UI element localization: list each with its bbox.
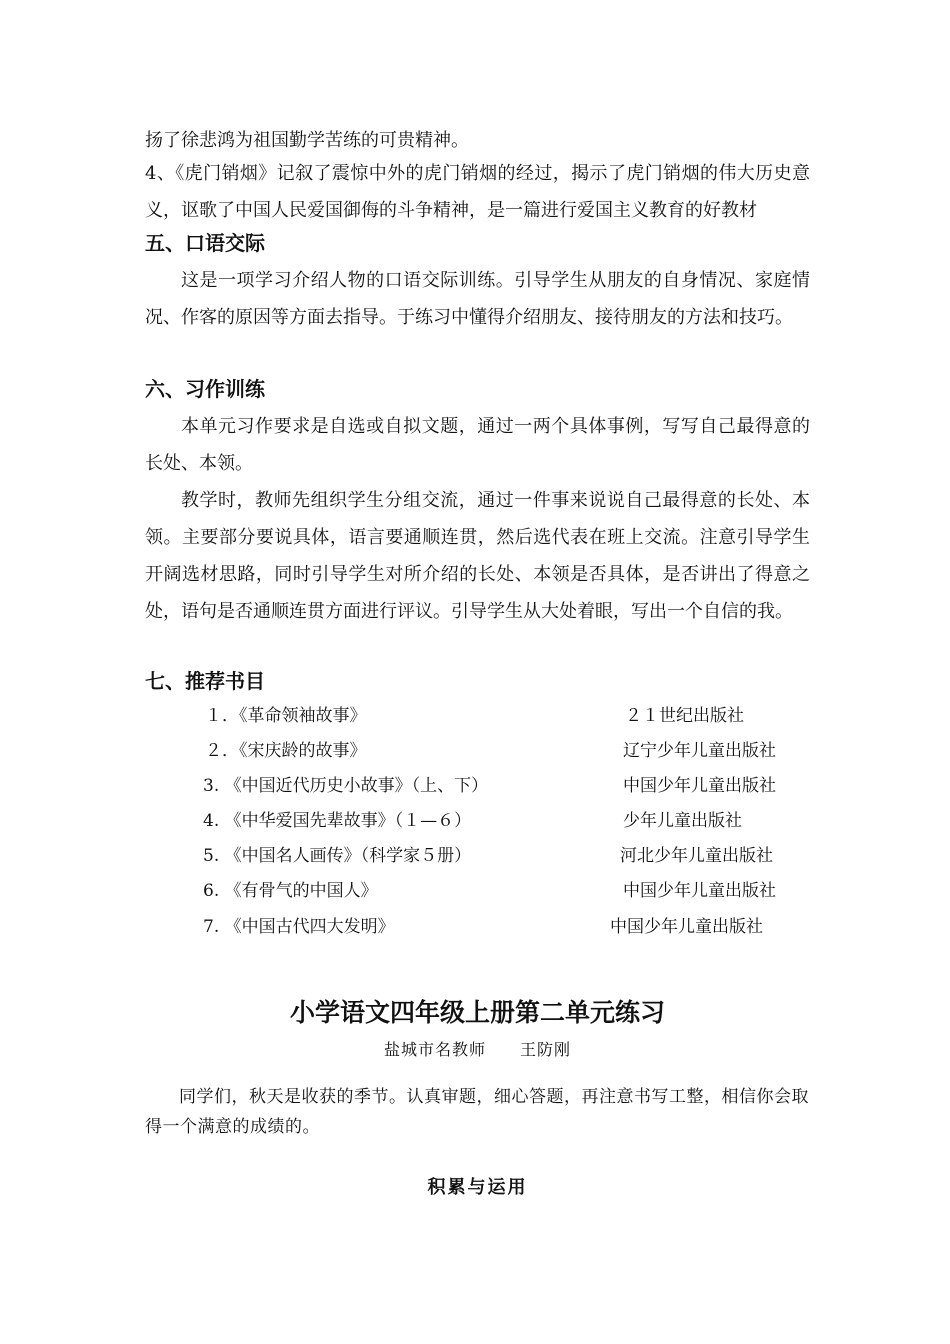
book-row	[145, 806, 810, 836]
section-heading-oral: 五、口语交际	[145, 231, 265, 255]
paragraph-writing-2: 教学时，教师先组织学生分组交流，通过一件事来说说自己最得意的长处、本领。主要部分要说具体，语言要通顺连贯，然后选代表在班上交流。注意引导学生开阔选材思路，同时引导学生对所介绍的长处、本领是否具体，是否讲出了得意之处，语句是否通顺连贯方面进行评议。引导学生从大处着眼，写出一个自信的我。	[145, 490, 810, 622]
book-title: ２．《宋庆龄的故事》	[205, 741, 367, 761]
book-row	[145, 701, 810, 731]
book-publisher: 河北少年儿童出版社	[620, 846, 773, 866]
exercise-title: 小学语文四年级上册第二单元练习	[289, 998, 665, 1027]
section-heading-writing: 六、习作训练	[145, 377, 265, 401]
book-title: 6. 《有骨气的中国人》	[203, 881, 378, 901]
book-publisher: 辽宁少年儿童出版社	[623, 741, 776, 761]
book-publisher: 少年儿童出版社	[623, 811, 742, 831]
exercise-subheading: 积累与运用	[427, 1177, 528, 1198]
book-row	[145, 912, 810, 942]
book-title: 3. 《中国近代历史小故事》（上、下）	[203, 776, 489, 796]
book-title: 4. 《中华爱国先辈故事》（１—６）	[203, 811, 472, 831]
section-heading-books: 七、推荐书目	[145, 669, 265, 693]
book-row	[145, 736, 810, 766]
book-publisher: 中国少年儿童出版社	[610, 917, 763, 937]
book-row	[145, 876, 810, 906]
paragraph-writing-1: 本单元习作要求是自选或自拟文题，通过一两个具体事例，写写自己最得意的长处、本领。	[145, 416, 810, 474]
exercise-author: 盐城市名教师 王防刚	[383, 1040, 571, 1059]
book-publisher: 中国少年儿童出版社	[623, 881, 776, 901]
book-publisher: ２１世纪出版社	[625, 706, 744, 726]
book-row	[145, 841, 810, 871]
exercise-intro: 同学们，秋天是收获的季节。认真审题，细心答题，再注意书写工整，相信你会取得一个满意的成绩的。	[145, 1087, 809, 1137]
paragraph-item-4: 4、《虎门销烟》记叙了震惊中外的虎门销烟的经过，揭示了虎门销烟的伟大历史意义，讴歌了中国人民爱国御侮的斗争精神，是一篇进行爱国主义教育的好教材	[145, 163, 810, 221]
paragraph-continuation: 扬了徐悲鸿为祖国勤学苦练的可贵精神。	[145, 130, 469, 151]
paragraph-oral: 这是一项学习介绍人物的口语交际训练。引导学生从朋友的自身情况、家庭情况、作客的原因等方面去指导。于练习中懂得介绍朋友、接待朋友的方法和技巧。	[145, 270, 810, 328]
book-title: 7. 《中国古代四大发明》	[203, 917, 395, 937]
book-publisher: 中国少年儿童出版社	[623, 776, 776, 796]
book-row	[145, 771, 810, 801]
book-title: 5. 《中国名人画传》（科学家５册）	[203, 846, 472, 866]
book-title: １．《革命领袖故事》	[205, 706, 367, 726]
